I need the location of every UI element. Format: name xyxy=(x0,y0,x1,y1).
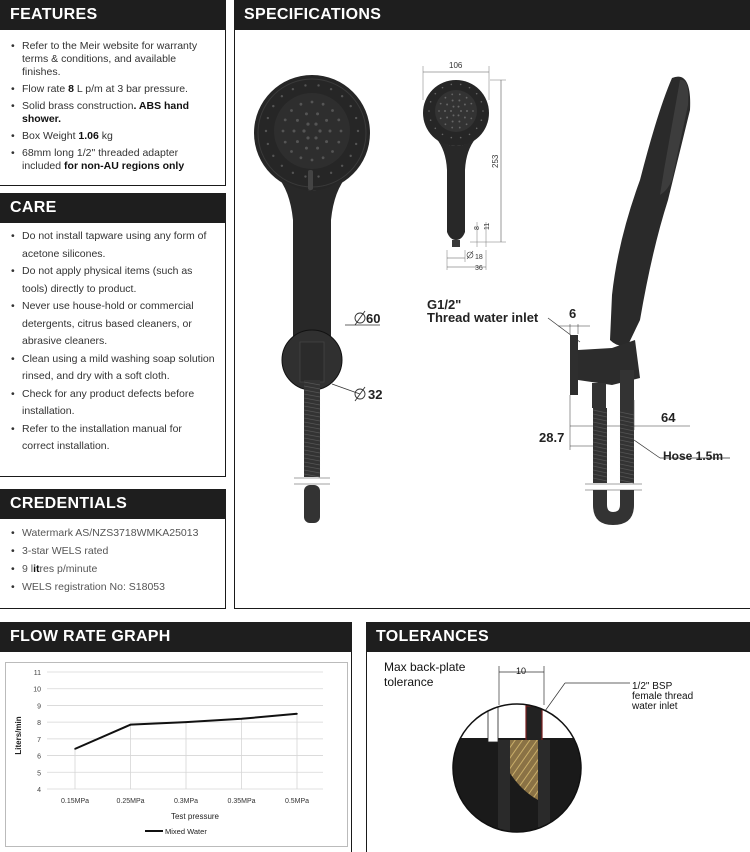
dim-36: 36 xyxy=(475,265,483,272)
nozzle xyxy=(349,105,351,107)
nozzle xyxy=(451,84,453,86)
nozzle xyxy=(341,165,343,167)
nozzle xyxy=(466,110,468,112)
legend-label: Mixed Water xyxy=(165,827,207,836)
item-text: Watermark AS/NZS3718WMKA25013 xyxy=(22,527,199,539)
care-item: • Clean using a mild washing soap solution rinsed, and dry with a soft cloth. xyxy=(10,351,216,386)
nozzle xyxy=(306,122,309,125)
data-point xyxy=(130,724,132,726)
item-text: 9 l xyxy=(22,563,34,575)
tolerance-label-2: tolerance xyxy=(384,675,434,689)
item-bold-text: 8 xyxy=(68,83,74,95)
nozzle xyxy=(325,140,328,143)
credentials-title: CREDENTIALS xyxy=(10,495,128,512)
dim-28-7: 28.7 xyxy=(539,430,565,445)
care-item: • Never use house-hold or commercial detergents, citrus based cleaners, or abrasive cleaners. xyxy=(10,298,216,351)
nozzle xyxy=(296,119,299,122)
nozzle xyxy=(322,156,325,159)
nozzle xyxy=(316,112,319,115)
nozzle xyxy=(281,95,283,97)
y-tick-label: 7 xyxy=(37,736,41,744)
nozzle xyxy=(304,84,306,86)
credential-item xyxy=(10,560,216,578)
features-title: FEATURES xyxy=(10,6,98,23)
nozzle xyxy=(329,130,332,133)
nozzle xyxy=(306,136,309,139)
bsp-label-2: female thread xyxy=(632,691,694,702)
x-tick-label: 0.35MPa xyxy=(227,798,256,805)
bsp-label-1: 1/2" BSP xyxy=(632,681,673,692)
dim-hose: Hose 1.5m xyxy=(663,449,724,463)
specifications-header xyxy=(234,0,750,30)
nozzle xyxy=(466,97,468,99)
x-axis-label: Test pressure xyxy=(170,812,220,821)
feature-item xyxy=(10,147,216,173)
care-header xyxy=(0,193,226,223)
nozzle xyxy=(466,123,468,125)
features-header xyxy=(0,0,226,30)
nozzle xyxy=(470,117,472,119)
feature-item xyxy=(10,40,216,79)
nozzle xyxy=(284,141,287,144)
dim-height: 253 xyxy=(491,154,500,168)
nozzle xyxy=(330,172,332,174)
dim-bracket-dia: 32 xyxy=(368,387,383,402)
y-tick-label: 9 xyxy=(37,703,41,711)
nozzle xyxy=(282,130,285,133)
nozzle xyxy=(445,97,447,99)
x-tick-label: 0.5MPa xyxy=(284,798,310,805)
features-list xyxy=(10,40,216,177)
nozzle xyxy=(317,84,319,86)
nozzle xyxy=(272,155,274,157)
item-text: Flow rate xyxy=(22,83,69,95)
credential-item xyxy=(10,542,216,560)
nozzle xyxy=(337,141,340,144)
nozzle xyxy=(446,104,448,106)
flow-header xyxy=(0,622,352,652)
nozzle xyxy=(317,175,319,177)
nozzle xyxy=(305,112,308,115)
nozzle xyxy=(302,129,305,132)
nozzle xyxy=(452,120,454,122)
nozzle xyxy=(438,110,440,112)
nozzle xyxy=(430,119,432,121)
nozzle xyxy=(355,143,357,145)
dim-8: 8 xyxy=(474,226,481,230)
x-tick-label: 0.15MPa xyxy=(60,798,90,805)
nozzle xyxy=(300,103,303,106)
y-tick-label: 11 xyxy=(33,670,41,677)
nozzle xyxy=(325,119,328,122)
nozzle xyxy=(314,122,317,125)
nozzle xyxy=(341,95,343,97)
nozzle xyxy=(458,106,460,108)
specifications-drawing xyxy=(234,30,750,608)
dim-width: 106 xyxy=(449,61,463,70)
nozzle xyxy=(311,101,314,104)
nozzle xyxy=(340,130,343,133)
specifications-title: SPECIFICATIONS xyxy=(244,6,382,23)
y-tick-label: 4 xyxy=(37,787,41,794)
thread-label-1: G1/2" xyxy=(427,297,462,312)
item-text: Refer to the Meir website for warranty terms & conditions, and available finishes. xyxy=(22,40,198,78)
nozzle xyxy=(460,84,462,86)
data-point xyxy=(241,718,243,720)
nozzle xyxy=(430,101,432,103)
nozzle xyxy=(469,134,471,136)
nozzle xyxy=(452,100,454,102)
nozzle xyxy=(440,103,442,105)
nozzle xyxy=(349,155,351,157)
y-tick-label: 10 xyxy=(33,686,41,694)
nozzle xyxy=(459,94,461,96)
tolerance-dim: 10 xyxy=(516,666,527,676)
nozzle xyxy=(316,147,319,150)
item-text: Solid brass construction xyxy=(22,100,134,112)
thread-label-2: Thread water inlet xyxy=(427,310,539,325)
small-dimensioned-shower xyxy=(423,61,506,272)
nozzle xyxy=(300,156,303,159)
nozzle xyxy=(470,103,472,105)
item-text: 3-star WELS rated xyxy=(22,545,109,557)
front-view-shower xyxy=(254,75,382,523)
item-bold-text: for non-AU regions only xyxy=(64,160,185,172)
tolerances-drawing xyxy=(367,652,750,852)
credential-item xyxy=(10,524,216,542)
nozzle xyxy=(460,110,462,112)
care-item: • Check for any product defects before installation. xyxy=(10,386,216,421)
nozzle xyxy=(442,134,444,136)
bsp-label-3: water inlet xyxy=(632,701,678,712)
nozzle xyxy=(337,119,340,122)
nozzle xyxy=(444,110,446,112)
nozzle xyxy=(442,87,444,89)
nozzle xyxy=(322,103,325,106)
nozzle xyxy=(453,106,455,108)
nozzle xyxy=(459,127,461,129)
y-axis-label: Liters/min xyxy=(14,716,23,755)
care-item: • Do not apply physical items (such as tools) directly to product. xyxy=(10,263,216,298)
nozzle xyxy=(290,150,293,153)
nozzle xyxy=(450,110,452,112)
nozzle xyxy=(472,110,474,112)
y-tick-label: 6 xyxy=(37,753,41,761)
nozzle xyxy=(451,94,453,96)
nozzle xyxy=(464,104,466,106)
nozzle xyxy=(284,119,287,122)
item-text: L p/m at 3 bar pressure. xyxy=(73,83,188,95)
feature-item xyxy=(10,100,216,126)
care-item: • Refer to the installation manual for correct installation. xyxy=(10,421,216,456)
nozzle xyxy=(292,172,294,174)
side-view-shower xyxy=(427,77,730,525)
nozzle xyxy=(331,150,334,153)
nozzle xyxy=(446,116,448,118)
care-item: • Do not install tapware using any form of acetone silicones. xyxy=(10,228,216,263)
item-text: WELS registration No: S18053 xyxy=(22,581,165,593)
nozzle xyxy=(458,100,460,102)
y-tick-label: 5 xyxy=(37,770,41,778)
dim-11: 11 xyxy=(484,222,491,230)
nozzle xyxy=(265,130,267,132)
nozzle xyxy=(331,109,334,112)
nozzle xyxy=(272,105,274,107)
care-list xyxy=(10,228,216,456)
x-tick-label: 0.3MPa xyxy=(173,798,199,805)
tolerance-label-1: Max back-plate xyxy=(384,660,466,674)
nozzle xyxy=(311,159,314,162)
credentials-header xyxy=(0,489,226,519)
nozzle xyxy=(293,130,296,133)
tolerances-title: TOLERANCES xyxy=(376,628,489,645)
nozzle xyxy=(305,147,308,150)
item-text: Box Weight xyxy=(22,130,79,142)
nozzle xyxy=(314,136,317,139)
credentials-list xyxy=(10,524,216,596)
flow-rate-chart xyxy=(5,662,348,847)
dim-64: 64 xyxy=(661,410,676,425)
nozzle xyxy=(476,128,478,130)
nozzle xyxy=(481,119,483,121)
nozzle xyxy=(476,93,478,95)
nozzle xyxy=(453,114,455,116)
nozzle xyxy=(304,175,306,177)
nozzle xyxy=(267,117,269,119)
nozzle xyxy=(355,117,357,119)
nozzle xyxy=(460,137,462,139)
dim-18: 18 xyxy=(475,254,483,261)
nozzle xyxy=(330,88,332,90)
credential-item xyxy=(10,578,216,596)
item-text: res p/minute xyxy=(39,563,98,575)
data-point xyxy=(296,713,298,715)
nozzle xyxy=(458,114,460,116)
item-bold-text: . ABS hand shower. xyxy=(22,100,190,125)
data-point xyxy=(74,748,76,750)
nozzle xyxy=(435,93,437,95)
dim-head-dia: 60 xyxy=(366,311,381,326)
item-bold-text: 1.06 xyxy=(78,130,99,142)
nozzle xyxy=(445,123,447,125)
feature-item xyxy=(10,83,216,96)
care-title: CARE xyxy=(10,199,57,216)
nozzle xyxy=(296,140,299,143)
nozzle xyxy=(451,137,453,139)
nozzle xyxy=(292,88,294,90)
dim-6: 6 xyxy=(569,306,577,321)
nozzle xyxy=(267,143,269,145)
item-text: 68mm long 1/2" threaded adapter included xyxy=(22,147,179,172)
nozzle xyxy=(469,87,471,89)
nozzle xyxy=(290,109,293,112)
nozzle xyxy=(428,110,430,112)
data-point xyxy=(185,721,187,723)
nozzle xyxy=(435,128,437,130)
feature-item xyxy=(10,130,216,143)
nozzle xyxy=(451,127,453,129)
nozzle xyxy=(318,129,321,132)
nozzle xyxy=(440,117,442,119)
item-bold-text: it xyxy=(33,563,40,575)
nozzle xyxy=(481,101,483,103)
nozzle xyxy=(464,116,466,118)
tolerances-header xyxy=(366,622,750,652)
nozzle xyxy=(482,110,484,112)
item-text: kg xyxy=(98,130,113,142)
nozzle xyxy=(458,120,460,122)
flow-title: FLOW RATE GRAPH xyxy=(10,628,171,645)
nozzle xyxy=(281,165,283,167)
nozzle xyxy=(357,130,359,132)
y-tick-label: 8 xyxy=(37,720,41,728)
x-tick-label: 0.25MPa xyxy=(116,798,145,805)
